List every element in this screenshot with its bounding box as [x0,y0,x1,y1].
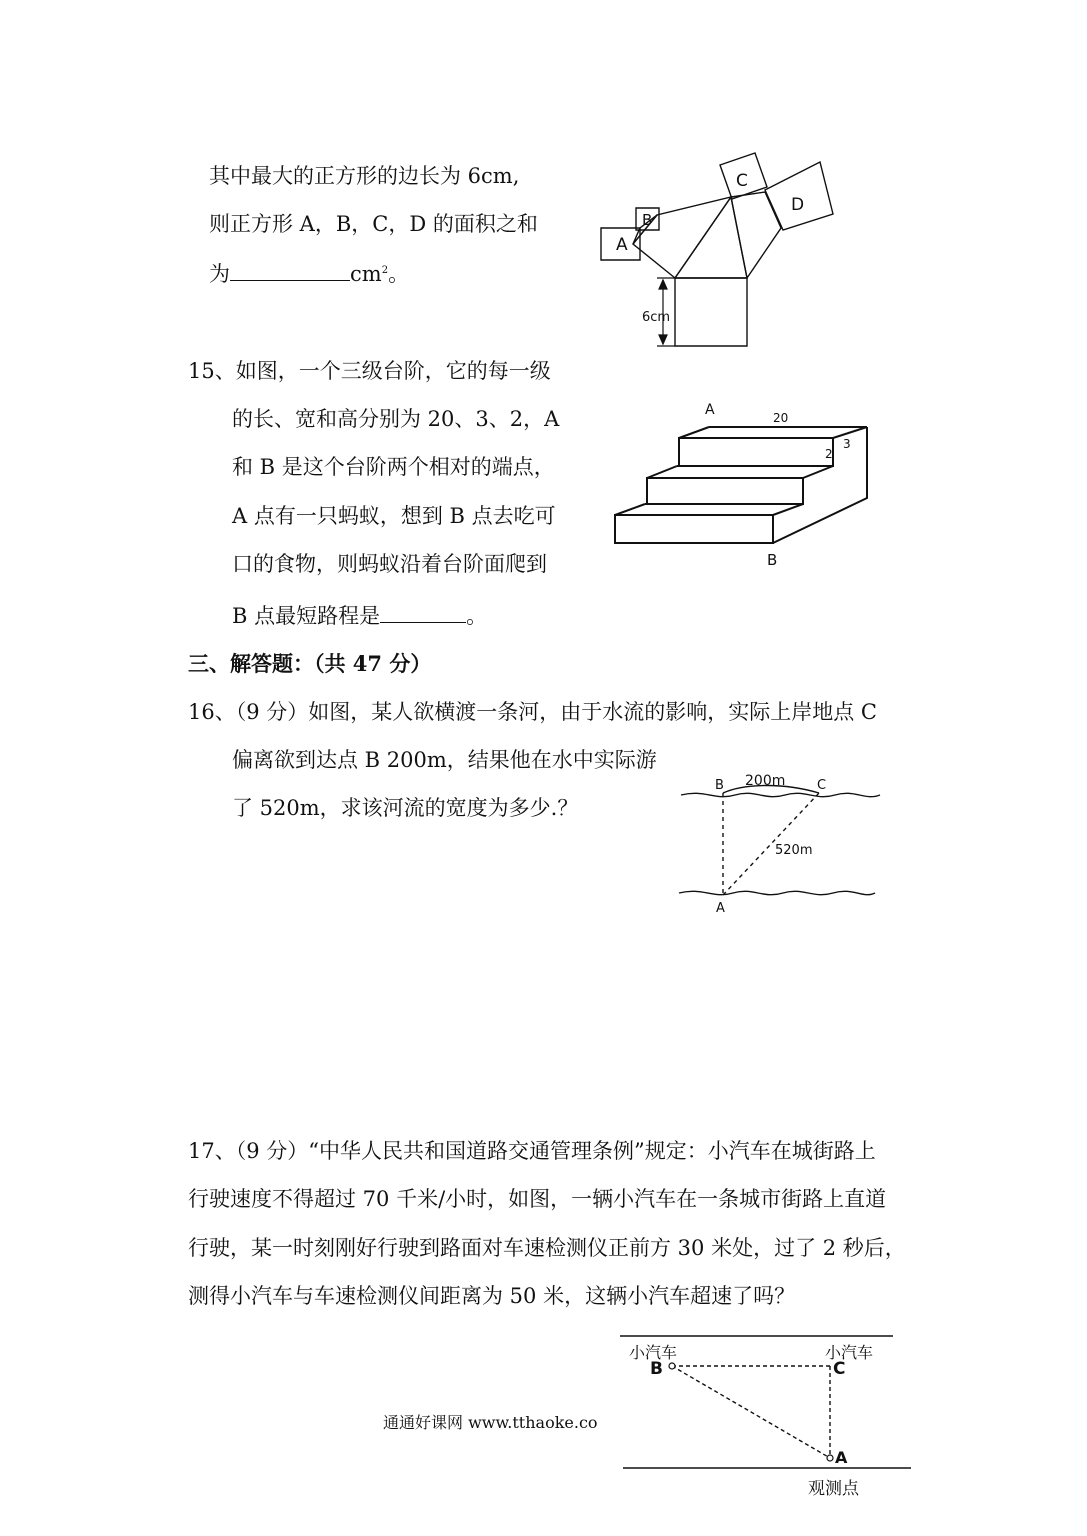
q17-point-b-marker [669,1363,675,1369]
q14-side-label: 6cm [642,310,671,325]
q15-step-middle [647,478,803,504]
q16-label-bc: 200m [745,773,786,789]
q17-car-right: 小汽车 [825,1343,874,1362]
q15-label-height: 2 [825,447,833,461]
q14-big-square [675,278,747,346]
q14-label-b: B [642,211,653,229]
q16-label-a: A [716,901,725,916]
q14-unit-exponent: 2 [381,265,389,276]
q15-line-4: A 点有一只蚂蚁，想到 B 点去吃可 [232,504,556,528]
q14-left-square [633,197,731,278]
q14-squares-figure [595,150,835,350]
section-3-heading: 三、解答题：（共 47 分） [188,651,432,676]
page-footer: 通通好课网 www.tthaoke.co [383,1413,598,1432]
q16-line-3: 了 520m，求该河流的宽度为多少.？ [232,796,579,820]
q14-label-d: D [791,195,805,215]
q16-label-c: C [817,778,827,793]
q17-road-figure [615,1330,915,1530]
q17-line-3: 行驶，某一时刻刚好行驶到路面对车速检测仪正前方 30 米处，过了 2 秒后， [188,1236,906,1260]
q15-stairs-figure [605,398,880,573]
q16-line-1: 16、（9 分）如图，某人欲横渡一条河，由于水流的影响，实际上岸地点 C [188,700,877,724]
q14-line-3-end: 。 [388,262,410,286]
q15-line-3: 和 B 是这个台阶两个相对的端点， [232,455,555,479]
q17-label-c: C [833,1359,846,1379]
q15-label-a: A [705,402,715,418]
q17-car-left: 小汽车 [629,1343,678,1362]
q15-step-top [679,438,833,466]
q15-label-length: 20 [773,411,789,425]
q14-unit: cm [350,262,382,286]
q17-line-2: 行驶速度不得超过 70 千米/小时，如图，一辆小汽车在一条城市街路上直道 [188,1187,887,1211]
q17-label-b: B [650,1359,663,1379]
q17-label-a: A [835,1448,848,1467]
q17-observer-label: 观测点 [808,1479,859,1499]
q14-label-a: A [616,235,628,255]
q14-line-3 [209,262,409,285]
q15-line-1: 15、如图，一个三级台阶，它的每一级 [188,359,551,383]
q17-point-a-marker [827,1455,833,1461]
q15-line-5: 口的食物，则蚂蚁沿着台阶面爬到 [232,552,547,576]
q17-line-1: 17、（9 分）“中华人民共和国道路交通管理条例”规定：小汽车在城街路上 [188,1139,876,1163]
q15-answer-blank [380,604,466,623]
q15-line-2: 的长、宽和高分别为 20、3、2，A [232,407,560,431]
q16-river-bank-bottom [679,891,875,894]
q15-line-6-end: 。 [466,604,488,628]
q14-right-square [731,192,781,278]
q14-line-3-prefix: 为 [209,262,230,286]
q15-label-b: B [767,551,778,569]
q14-line-2: 则正方形 A，B，C，D 的面积之和 [209,212,538,236]
q16-label-ac: 520m [775,843,813,858]
q16-label-b: B [715,778,724,793]
q15-step-bottom [615,515,773,543]
q14-triangle-main [675,197,747,278]
q15-label-width: 3 [843,437,851,451]
q15-side-profile [773,427,867,543]
q16-river-bank-top [681,793,880,796]
q14-line-1: 其中最大的正方形的边长为 6cm, [209,164,520,188]
q14-answer-blank [230,262,350,281]
q15-line-6 [232,604,487,627]
q15-line-6-prefix: B 点最短路程是 [232,604,381,628]
q16-river-figure [675,765,885,915]
q16-line-2: 偏离欲到达点 B 200m，结果他在水中实际游 [232,748,657,772]
q14-label-c: C [736,171,748,191]
q17-segment-ba [672,1366,830,1458]
q17-line-4: 测得小汽车与车速检测仪间距离为 50 米，这辆小汽车超速了吗？ [188,1284,796,1308]
